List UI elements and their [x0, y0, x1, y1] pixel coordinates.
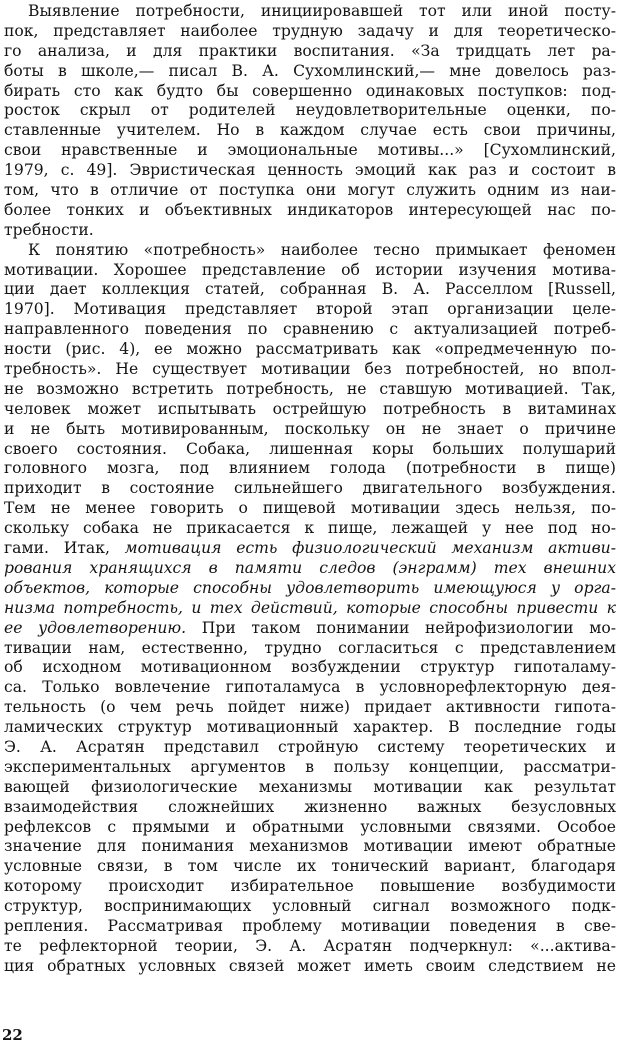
text-line-mixed: [4, 539, 616, 559]
text-line: которому происходит избирательное повышение возбудимости: [4, 877, 616, 896]
italic-segment: ее удовлетворению.: [4, 618, 187, 637]
text-line: ламических структур мотивационный характер. В последние годы: [4, 718, 616, 737]
text-line-italic: [4, 579, 616, 599]
text-line: условные связи, в том числе их тонический вариант, благодаря: [4, 857, 616, 876]
paragraph-2: [4, 241, 616, 977]
text-line: требность». Не существует мотивации без потребностей, но впол-: [4, 360, 616, 379]
text-line: и не быть мотивированным, поскольку он не знает о причине: [4, 419, 616, 438]
text-line: са. Только вовлечение гипоталамуса в условнорефлекторную дея-: [4, 678, 616, 697]
text-line: Тем не менее говорить о пищевой мотивации здесь нельзя, по-: [4, 499, 616, 518]
paragraph-1: [4, 2, 616, 241]
text-line: своего состояния. Собака, лишенная коры больших полушарий: [4, 439, 616, 458]
italic-segment: рования хранящихся в памяти следов (энграмм) тех внешних: [4, 558, 616, 577]
text-line: репления. Рассматривая проблему мотивации поведения в све-: [4, 916, 616, 935]
italic-segment: низма потребность, и тех действий, которые способны привести к: [4, 598, 616, 617]
page-number: 22: [2, 1026, 23, 1044]
text-line: скольку собака не прикасается к пище, лежащей у нее под но-: [4, 519, 616, 538]
text-line: том, что в отличие от поступка они могут служить одним из наи-: [4, 181, 616, 200]
text-segment: При таком понимании нейрофизиологии мо-: [186, 618, 616, 637]
italic-segment: мотивация есть физиологический механизм активи-: [124, 539, 616, 558]
text-line: К понятию «потребность» наиболее тесно примыкает феномен: [28, 240, 616, 259]
text-line: ция обратных условных связей может иметь своим следствием не: [4, 956, 616, 975]
text-line: более тонких и объективных индикаторов интересующей нас по-: [4, 200, 616, 219]
text-line: ции дает коллекция статей, собранная В. А. Расселлом [Russell,: [4, 280, 616, 299]
text-line: головного мозга, под влиянием голода (потребности в пище): [4, 459, 616, 478]
text-line-italic: [4, 599, 616, 619]
text-line: го анализа, и для практики воспитания. «За тридцать лет ра-: [4, 41, 616, 60]
page-text: [4, 2, 616, 977]
text-line: пок, представляет наиболее трудную задачу и для теоретическо-: [4, 21, 616, 40]
text-line: боты в школе,— писал В. А. Сухомлинский,— мне довелось раз-: [4, 61, 616, 80]
text-line: ности (рис. 4), ее можно рассматривать как «опредмеченную по-: [4, 340, 616, 359]
text-line: взаимодействия сложнейших жизненно важных безусловных: [4, 797, 616, 816]
italic-segment: объектов, которые способны удовлетворить имеющуюся у орга-: [4, 578, 616, 597]
text-line: бирать сто как будто бы совершенно одинаковых поступков: под-: [4, 81, 616, 100]
text-line: значение для понимания механизмов мотивации имеют обратные: [4, 837, 616, 856]
text-line: 1970]. Мотивация представляет второй этап организации целе-: [4, 300, 616, 319]
text-line: Э. А. Асратян представил стройную систему теоретических и: [4, 737, 616, 756]
text-line: требности.: [4, 220, 94, 239]
text-line: ставленные учителем. Но в каждом случае есть свои причины,: [4, 121, 616, 140]
text-line: мотивации. Хорошее представление об истории изучения мотива-: [4, 260, 616, 279]
text-line: свои нравственные и эмоциональные мотивы...» [Сухомлинский,: [4, 141, 616, 160]
text-line-mixed: [4, 619, 616, 639]
text-line: об исходном мотивационном возбуждении структур гипоталаму-: [4, 658, 616, 677]
text-line: росток скрыл от родителей неудовлетворительные оценки, по-: [4, 101, 616, 120]
text-line: 1979, с. 49]. Эвристическая ценность эмоций как раз и состоит в: [4, 161, 616, 180]
text-line: те рефлекторной теории, Э. А. Асратян подчеркнул: «...актива-: [4, 936, 616, 955]
text-line: тельность (о чем речь пойдет ниже) придает активности гипота-: [4, 698, 616, 717]
text-line: человек может испытывать острейшую потребность в витаминах: [4, 399, 616, 418]
text-line: тивации нам, естественно, трудно согласиться с представлением: [4, 638, 616, 657]
text-line: Выявление потребности, инициировавшей тот или иной посту-: [28, 2, 616, 20]
text-line: не возможно встретить потребность, не ставшую мотивацией. Так,: [4, 379, 616, 398]
text-line: вающей физиологические механизмы мотивации как результат: [4, 777, 616, 796]
text-line: структур, воспринимающих условный сигнал возможного подк-: [4, 897, 616, 916]
text-line: приходит в состояние сильнейшего двигательного возбуждения.: [4, 479, 616, 498]
text-segment: гами. Итак,: [4, 539, 125, 558]
text-line-italic: [4, 559, 616, 579]
text-line: экспериментальных аргументов в пользу концепции, рассматри-: [4, 757, 616, 776]
text-line: направленного поведения по сравнению с актуализацией потреб-: [4, 320, 616, 339]
text-line: рефлексов с прямыми и обратными условными связями. Особое: [4, 817, 616, 836]
